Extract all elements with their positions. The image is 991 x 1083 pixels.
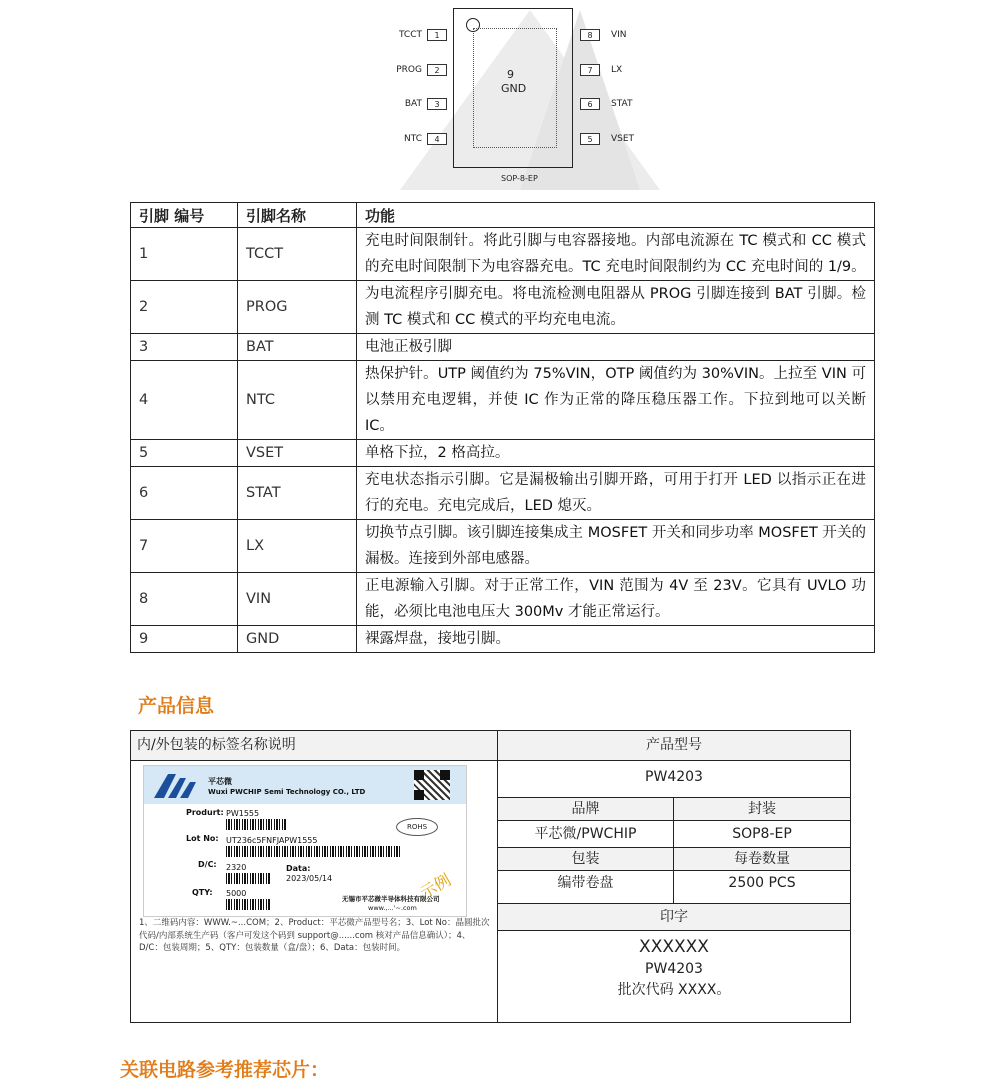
pin-name: NTC xyxy=(238,361,357,440)
pin-number: 8 xyxy=(131,573,238,626)
pin1-marker xyxy=(466,18,480,32)
label-description-panel xyxy=(131,731,498,1022)
pin-label-ntc: NTC xyxy=(404,134,422,144)
table-row xyxy=(131,361,875,440)
table-row xyxy=(131,520,875,573)
exposed-pad-number: 9 xyxy=(507,68,514,81)
pwchip-logo-icon xyxy=(154,772,204,798)
pin-function: 电池正极引脚 xyxy=(357,334,875,361)
pin-number: 2 xyxy=(131,281,238,334)
rohs-badge: ROHS xyxy=(396,818,438,836)
pin-box-4: 4 xyxy=(427,133,447,145)
pin-name: VSET xyxy=(238,440,357,467)
pin-box-1: 1 xyxy=(427,29,447,41)
dc-barcode xyxy=(226,873,271,884)
packing-header: 包装 xyxy=(498,848,674,870)
pin-name: BAT xyxy=(238,334,357,361)
marking-line2: PW4203 xyxy=(645,961,703,977)
pin-number: 5 xyxy=(131,440,238,467)
pin-name: STAT xyxy=(238,467,357,520)
pin-name: LX xyxy=(238,520,357,573)
pin-number: 6 xyxy=(131,467,238,520)
pin-number: 3 xyxy=(131,334,238,361)
pin-box-2: 2 xyxy=(427,64,447,76)
qty-header: 每卷数量 xyxy=(734,851,790,867)
label-data-value: 2023/05/14 xyxy=(286,874,333,883)
table-row xyxy=(131,440,875,467)
package-name: SOP-8-EP xyxy=(501,174,538,183)
pin-function: 正电源输入引脚。对于正常工作，VIN 范围为 4V 至 23V。它具有 UVLO 功能，必须比电池电压大 300Mv 才能正常运行。 xyxy=(357,573,875,626)
pin-number: 7 xyxy=(131,520,238,573)
marking-line3: 批次代码 XXXX。 xyxy=(617,982,731,998)
label-dc-key: D/C: xyxy=(198,860,217,869)
label-lot-value: UT236c5FNFJAPW1555 xyxy=(226,836,318,845)
package-header: 封装 xyxy=(748,801,776,817)
marking-header: 印字 xyxy=(498,904,850,931)
sample-stamp: 示例 xyxy=(416,870,455,903)
table-row xyxy=(131,626,875,653)
pin-box-3: 3 xyxy=(427,98,447,110)
qty-value: 2500 PCS xyxy=(728,875,796,891)
pin-label-lx: LX xyxy=(611,65,623,75)
brand-header: 品牌 xyxy=(498,798,674,820)
pin-box-8: 8 xyxy=(580,29,600,41)
table-row xyxy=(131,228,875,281)
pin-function: 为电流程序引脚充电。将电流检测电阻器从 PROG 引脚连接到 BAT 引脚。检测 TC 模式和 CC 模式的平均充电电流。 xyxy=(357,281,875,334)
package-pinout-diagram xyxy=(370,0,660,195)
header-pin-name: 引脚名称 xyxy=(238,203,357,228)
label-data-key: Data: xyxy=(286,864,311,873)
pin-function: 单格下拉，2 格高拉。 xyxy=(357,440,875,467)
table-header-row xyxy=(131,203,875,228)
lot-barcode xyxy=(226,846,401,857)
section-heading-product-info: 产品信息 xyxy=(138,695,215,717)
table-row xyxy=(131,467,875,520)
header-function: 功能 xyxy=(357,203,875,228)
label-notes: 1、二维码内容：WWW.~...COM；2、Product：平芯微产品型号名；3、Lot No：晶圆批次代码/内部系统生产码（客户可发这个码到 support@......com 核对产品信息确认）；4、D/C：包装周期；5、QTY：包装数量（盒/盘）；6、Data：包装时间。 xyxy=(139,918,490,953)
pin-name: PROG xyxy=(238,281,357,334)
model-header: 产品型号 xyxy=(498,731,850,761)
pin-function: 充电状态指示引脚。它是漏极输出引脚开路，可用于打开 LED 以指示正在进行的充电。充电完成后，LED 熄灭。 xyxy=(357,467,875,520)
pin-box-7: 7 xyxy=(580,64,600,76)
label-qty-key: QTY: xyxy=(192,888,213,897)
marking-block xyxy=(498,931,850,1001)
pin-label-vin: VIN xyxy=(611,30,627,40)
label-qty-value: 5000 xyxy=(226,889,247,898)
table-row xyxy=(131,573,875,626)
marking-line1: XXXXXX xyxy=(639,937,709,957)
pin-box-5: 5 xyxy=(580,133,600,145)
label-company-cn: 无锡市平芯微半导体科技有限公司 xyxy=(342,895,440,903)
label-website: www.,...'~.com xyxy=(368,904,417,912)
pin-label-prog: PROG xyxy=(396,65,422,75)
pin-description-table xyxy=(130,202,875,653)
pin-name: TCCT xyxy=(238,228,357,281)
pin-label-stat: STAT xyxy=(611,99,633,109)
qr-code-icon xyxy=(414,770,450,800)
pin-label-tcct: TCCT xyxy=(398,30,422,40)
packing-value: 编带卷盘 xyxy=(498,871,674,903)
pin-label-vset: VSET xyxy=(611,134,635,144)
label-lot-key: Lot No: xyxy=(186,834,219,843)
label-description-header: 内/外包装的标签名称说明 xyxy=(131,731,497,761)
package-value: SOP8-EP xyxy=(732,826,792,842)
pin-number: 9 xyxy=(131,626,238,653)
brand-value: 平芯微/PWCHIP xyxy=(498,821,674,847)
label-produrt-key: Produrt: xyxy=(186,808,224,817)
pin-number: 4 xyxy=(131,361,238,440)
label-dc-value: 2320 xyxy=(226,863,247,872)
header-pin-number: 引脚 编号 xyxy=(131,203,238,228)
exposed-pad-name: GND xyxy=(501,82,527,95)
pin-function: 热保护针。UTP 阈值约为 75%VIN，OTP 阈值约为 30%VIN。上拉至 VIN 可以禁用充电逻辑，并使 IC 作为正常的降压稳压器工作。下拉到地可以关断 IC。 xyxy=(357,361,875,440)
pin-name: VIN xyxy=(238,573,357,626)
pin-number: 1 xyxy=(131,228,238,281)
produrt-barcode xyxy=(226,819,286,830)
label-company-en: Wuxi PWCHIP Semi Technology CO., LTD xyxy=(208,788,366,796)
qty-barcode xyxy=(226,899,271,910)
pin-box-6: 6 xyxy=(580,98,600,110)
label-produrt-value: PW1555 xyxy=(226,809,260,818)
pin-function: 裸露焊盘，接地引脚。 xyxy=(357,626,875,653)
table-row xyxy=(131,334,875,361)
brand-package-header-row xyxy=(498,798,850,821)
section-heading-related-chips: 关联电路参考推荐芯片： xyxy=(120,1059,330,1081)
pin-function: 充电时间限制针。将此引脚与电容器接地。内部电流源在 TC 模式和 CC 模式的充电时间限制下为电容器充电。TC 充电时间限制约为 CC 充电时间的 1/9。 xyxy=(357,228,875,281)
product-info-table xyxy=(130,730,851,1023)
pin-function: 切换节点引脚。该引脚连接集成主 MOSFET 开关和同步功率 MOSFET 开关的漏极。连接到外部电感器。 xyxy=(357,520,875,573)
table-row xyxy=(131,281,875,334)
sample-label-image xyxy=(143,765,467,917)
label-brand-cn: 平芯微 xyxy=(208,777,232,786)
pin-label-bat: BAT xyxy=(404,99,422,109)
pin-name: GND xyxy=(238,626,357,653)
packing-qty-header-row xyxy=(498,848,850,871)
model-value: PW4203 xyxy=(498,761,850,798)
brand-package-row xyxy=(498,821,850,848)
packing-qty-row xyxy=(498,871,850,904)
